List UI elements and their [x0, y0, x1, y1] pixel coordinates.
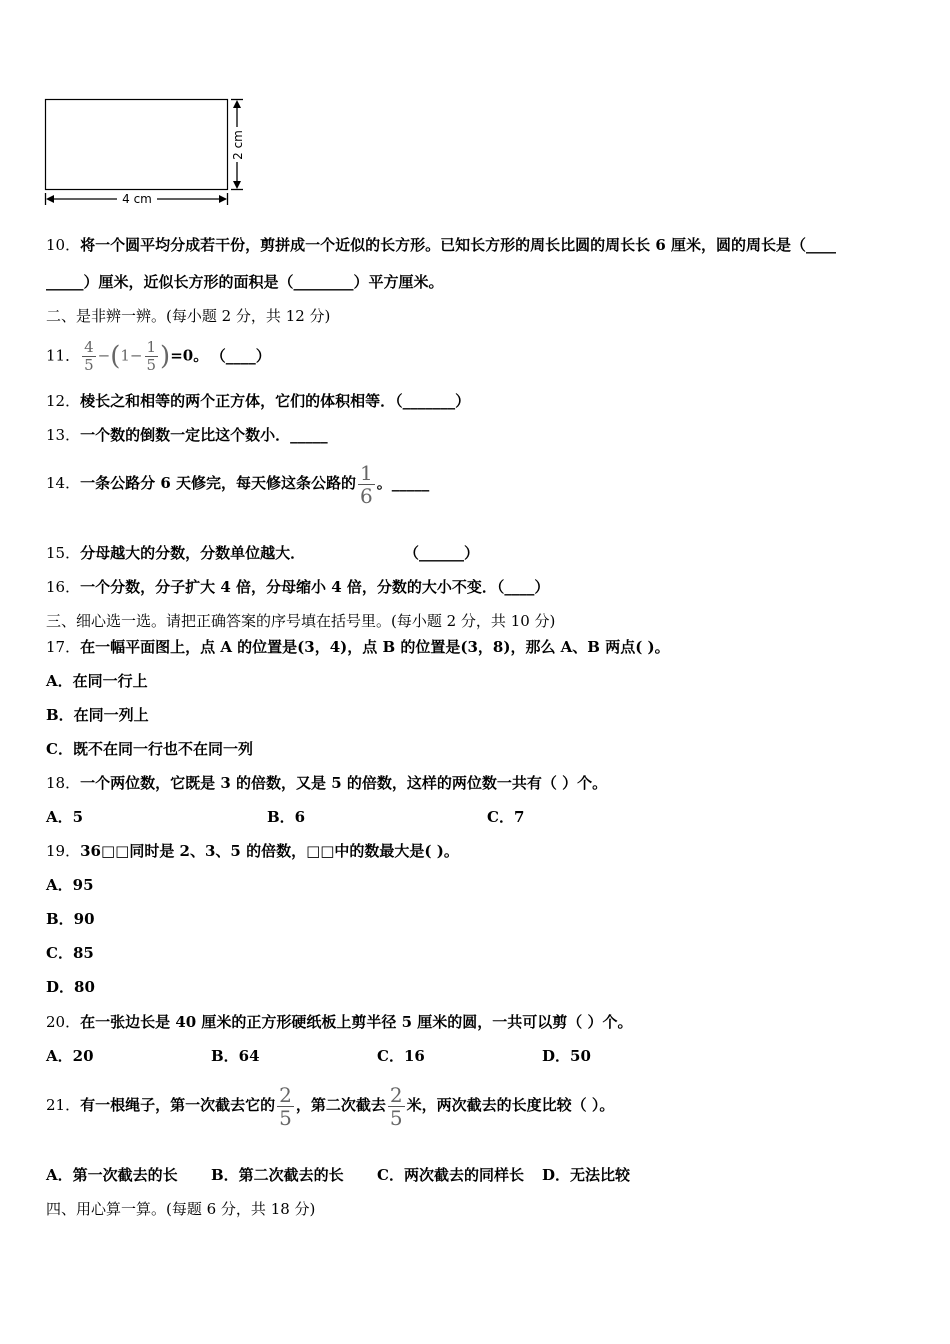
- question-16: [46, 577, 549, 597]
- option-text: A．在同一行上: [46, 672, 148, 690]
- question-number: 13．: [46, 426, 81, 444]
- question-text: 一个两位数，它既是 3 的倍数，又是 5 的倍数，这样的两位数一共有（ ）个。: [80, 774, 608, 792]
- option-19-a[interactable]: [46, 875, 94, 895]
- denominator: 5: [84, 356, 94, 374]
- section-3-title: [46, 611, 555, 631]
- question-text: 一个分数，分子扩大 4 倍，分母缩小 4 倍，分数的大小不变．（____）: [80, 578, 550, 596]
- denominator: 6: [359, 483, 373, 508]
- option-20-a[interactable]: A．20: [46, 1047, 94, 1065]
- fraction: [388, 1082, 405, 1130]
- fraction: [277, 1082, 294, 1130]
- option-text: A．95: [46, 876, 94, 894]
- question-number: 12．: [46, 392, 81, 410]
- option-20-b[interactable]: B．64: [211, 1047, 260, 1065]
- question-number: 11．: [46, 346, 81, 365]
- option-19-b[interactable]: [46, 909, 95, 929]
- width-label: 4 cm: [122, 192, 152, 206]
- fraction: [82, 340, 96, 373]
- question-number: 16．: [46, 578, 81, 596]
- question-number: 19．: [46, 842, 81, 860]
- question-21: [46, 1080, 614, 1130]
- minus-sign: −: [97, 346, 111, 365]
- question-number: 20．: [46, 1013, 81, 1031]
- question-number: 17．: [46, 638, 81, 656]
- option-17-b[interactable]: [46, 705, 149, 725]
- question-14: [46, 458, 429, 508]
- section-2-title: [46, 306, 330, 326]
- answer-blank[interactable]: （____）: [218, 346, 271, 365]
- option-21-d[interactable]: D．无法比较: [542, 1166, 631, 1184]
- denominator: 5: [279, 1105, 292, 1130]
- option-text: C．既不在同一行也不在同一列: [46, 740, 253, 758]
- option-text: B．90: [46, 910, 95, 928]
- question-number: 18．: [46, 774, 81, 792]
- option-17-a[interactable]: [46, 671, 148, 691]
- answer-blank[interactable]: （______）: [404, 544, 480, 562]
- numerator: 2: [389, 1082, 403, 1107]
- equals-zero: =0。: [170, 346, 209, 365]
- rectangle-shape: [46, 100, 228, 190]
- question-number: 21．: [46, 1096, 81, 1114]
- option-20-c[interactable]: C．16: [377, 1047, 425, 1065]
- left-paren: (: [110, 341, 121, 372]
- fraction: [358, 460, 375, 508]
- question-13: [46, 425, 328, 445]
- question-18: [46, 773, 607, 793]
- question-text: 棱长之和相等的两个正方体，它们的体积相等．（_______）: [80, 392, 471, 410]
- option-21-a[interactable]: A．第一次截去的长: [46, 1166, 178, 1184]
- question-17: [46, 637, 670, 657]
- question-text: 一条公路分 6 天修完，每天修这条公路的: [80, 474, 356, 492]
- answer-blank[interactable]: 。_____: [376, 474, 430, 492]
- option-21-b[interactable]: B．第二次截去的长: [211, 1166, 344, 1184]
- section-4-title: [46, 1199, 315, 1219]
- question-10-line-2: [46, 272, 444, 292]
- question-text: 在一张边长是 40 厘米的正方形硬纸板上剪半径 5 厘米的圆，一共可以剪（ ）个。: [80, 1013, 633, 1031]
- option-17-c[interactable]: [46, 739, 253, 759]
- numerator: 2: [279, 1082, 292, 1107]
- question-text: 一个数的倒数一定比这个数小．_____: [80, 426, 328, 444]
- question-text: 有一根绳子，第一次截去它的: [80, 1096, 276, 1114]
- section-title-text: 四、用心算一算。(每题 6 分，共 18 分): [46, 1200, 316, 1218]
- option-text: B．在同一列上: [46, 706, 149, 724]
- option-text: C．85: [46, 944, 94, 962]
- option-19-d[interactable]: [46, 977, 95, 997]
- option-20-d[interactable]: D．50: [542, 1047, 591, 1065]
- question-text: _____）厘米，近似长方形的面积是（________）平方厘米。: [46, 273, 444, 291]
- numerator: 4: [84, 338, 94, 356]
- question-text: 将一个圆平均分成若干份，剪拼成一个近似的长方形。已知长方形的周长比圆的周长长 6 厘米，圆的周长是（____: [80, 236, 836, 254]
- question-number: 15．: [46, 544, 81, 562]
- question-20: [46, 1012, 633, 1032]
- question-12: [46, 391, 470, 411]
- question-10-line-1: [46, 235, 836, 255]
- question-19: [46, 841, 459, 861]
- section-title-text: 三、细心选一选。请把正确答案的序号填在括号里。(每小题 2 分，共 10 分): [46, 612, 556, 630]
- option-21-c[interactable]: C．两次截去的同样长: [377, 1166, 524, 1184]
- one-minus: 1−: [120, 346, 143, 365]
- right-paren: ): [160, 341, 171, 372]
- question-text: 分母越大的分数，分数单位越大．: [80, 544, 306, 562]
- fraction: [145, 340, 159, 373]
- denominator: 5: [146, 356, 157, 374]
- option-18-a[interactable]: A．5: [46, 808, 84, 826]
- question-number: 14．: [46, 474, 81, 492]
- option-19-c[interactable]: [46, 943, 94, 963]
- question-number: 10．: [46, 236, 81, 254]
- numerator: 1: [146, 338, 157, 356]
- question-text: 在一幅平面图上，点 A 的位置是(3，4)，点 B 的位置是(3，8)，那么 A、B 两点( )。: [80, 638, 670, 656]
- option-18-b[interactable]: B．6: [267, 808, 306, 826]
- denominator: 5: [389, 1105, 403, 1130]
- rectangle-figure: [40, 94, 260, 210]
- option-text: D．80: [46, 978, 95, 996]
- question-text: ，第二次截去: [295, 1096, 386, 1114]
- section-title-text: 二、是非辨一辨。(每小题 2 分，共 12 分): [46, 307, 331, 325]
- question-11: [46, 340, 271, 373]
- question-text: 米，两次截去的长度比较（ ）。: [406, 1096, 615, 1114]
- height-label: 2 cm: [231, 130, 245, 160]
- question-15: [46, 543, 480, 563]
- numerator: 1: [359, 460, 373, 485]
- option-18-c[interactable]: C．7: [487, 808, 525, 826]
- question-text: 36□□同时是 2、3、5 的倍数，□□中的数最大是( )。: [80, 842, 459, 860]
